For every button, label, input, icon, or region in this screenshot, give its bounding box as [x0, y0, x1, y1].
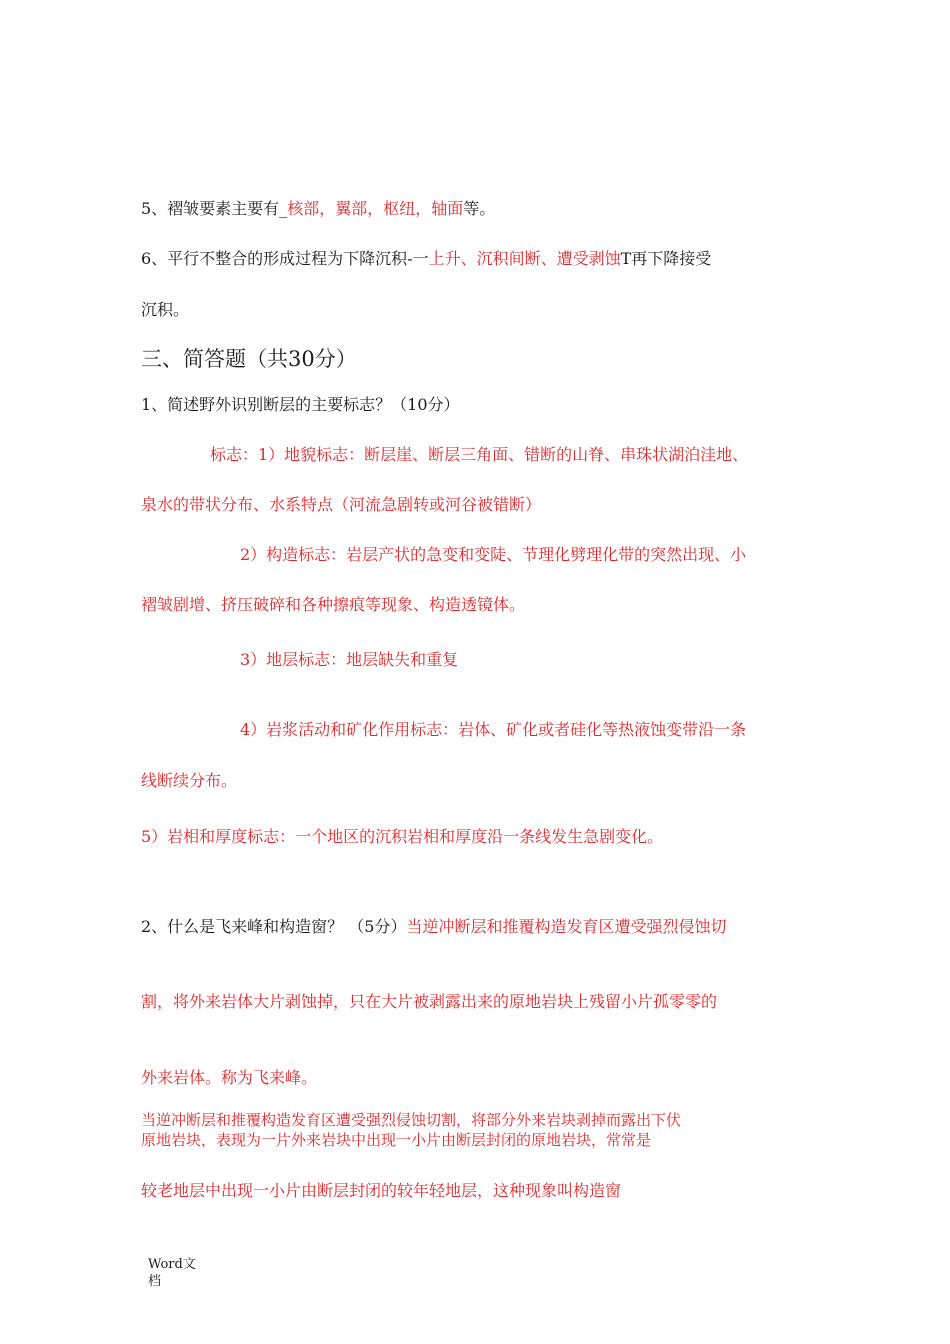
sa1-answer-4-line1: 4）岩浆活动和矿化作用标志：岩体、矿化或者硅化等热液蚀变带沿一条 — [240, 720, 747, 739]
short-answer-1-question: 1、简述野外识别断层的主要标志？（10分） — [141, 395, 460, 414]
question-5 — [141, 199, 495, 219]
footer-line1: Word文 — [148, 1257, 196, 1272]
footer-line2: 档 — [148, 1274, 162, 1289]
sa2-window-line1: 当逆冲断层和推覆构造发育区遭受强烈侵蚀切割，将部分外来岩块剥掉而露出下伏 — [141, 1111, 682, 1129]
question-6 — [141, 249, 711, 269]
q6-suffix: T再下降接受 — [620, 249, 712, 268]
sa1-answer-2-line2: 褶皱剧增、挤压破碎和各种擦痕等现象、构造透镜体。 — [141, 595, 526, 614]
sa1-answer-4-line2: 线断续分布。 — [141, 771, 238, 790]
section-heading: 三、简答题（共30分） — [141, 347, 357, 371]
sa1-answer-2-line1: 2）构造标志：岩层产状的急变和变陡、节理化劈理化带的突然出现、小 — [240, 545, 747, 564]
q6-answer: 上升、沉积间断、遭受剥蚀 — [428, 249, 621, 268]
q6-continuation: 沉积。 — [141, 300, 190, 319]
q5-prefix: 5、褶皱要素主要有_ — [141, 199, 288, 218]
footer-label — [148, 1256, 196, 1290]
sa1-answer-5: 5）岩相和厚度标志：一个地区的沉积岩相和厚度沿一条线发生急剧变化。 — [141, 827, 664, 846]
q6-prefix: 6、平行不整合的形成过程为下降沉积-一 — [141, 249, 429, 268]
sa1-answer-3: 3）地层标志：地层缺失和重复 — [240, 650, 459, 669]
sa2-window-line2: 原地岩块，表现为一片外来岩块中出现一小片由断层封闭的原地岩块，常常是 — [141, 1131, 652, 1149]
sa2-answer-line1: 当逆冲断层和推覆构造发育区遭受强烈侵蚀切 — [406, 917, 727, 936]
q5-answer: 核部，翼部，枢纽，轴面 — [287, 199, 464, 218]
sa1-answer-1-line1: 标志：1）地貌标志：断层崖、断层三角面、错断的山脊、串珠状湖泊洼地、 — [210, 445, 749, 464]
sa1-answer-1-line2: 泉水的带状分布、水系特点（河流急剧转或河谷被错断） — [141, 495, 542, 514]
sa2-answer-line2: 割，将外来岩体大片剥蚀掉，只在大片被剥露出来的原地岩块上残留小片孤零零的 — [141, 992, 718, 1011]
short-answer-2 — [141, 917, 726, 937]
sa2-question: 2、什么是飞来峰和构造窗？ （5分） — [141, 917, 407, 936]
sa2-window-line3: 较老地层中出现一小片由断层封闭的较年轻地层，这种现象叫构造窗 — [141, 1181, 622, 1200]
q5-suffix: 等。 — [463, 199, 496, 218]
sa2-answer-line3: 外来岩体。称为飞来峰。 — [141, 1068, 318, 1087]
